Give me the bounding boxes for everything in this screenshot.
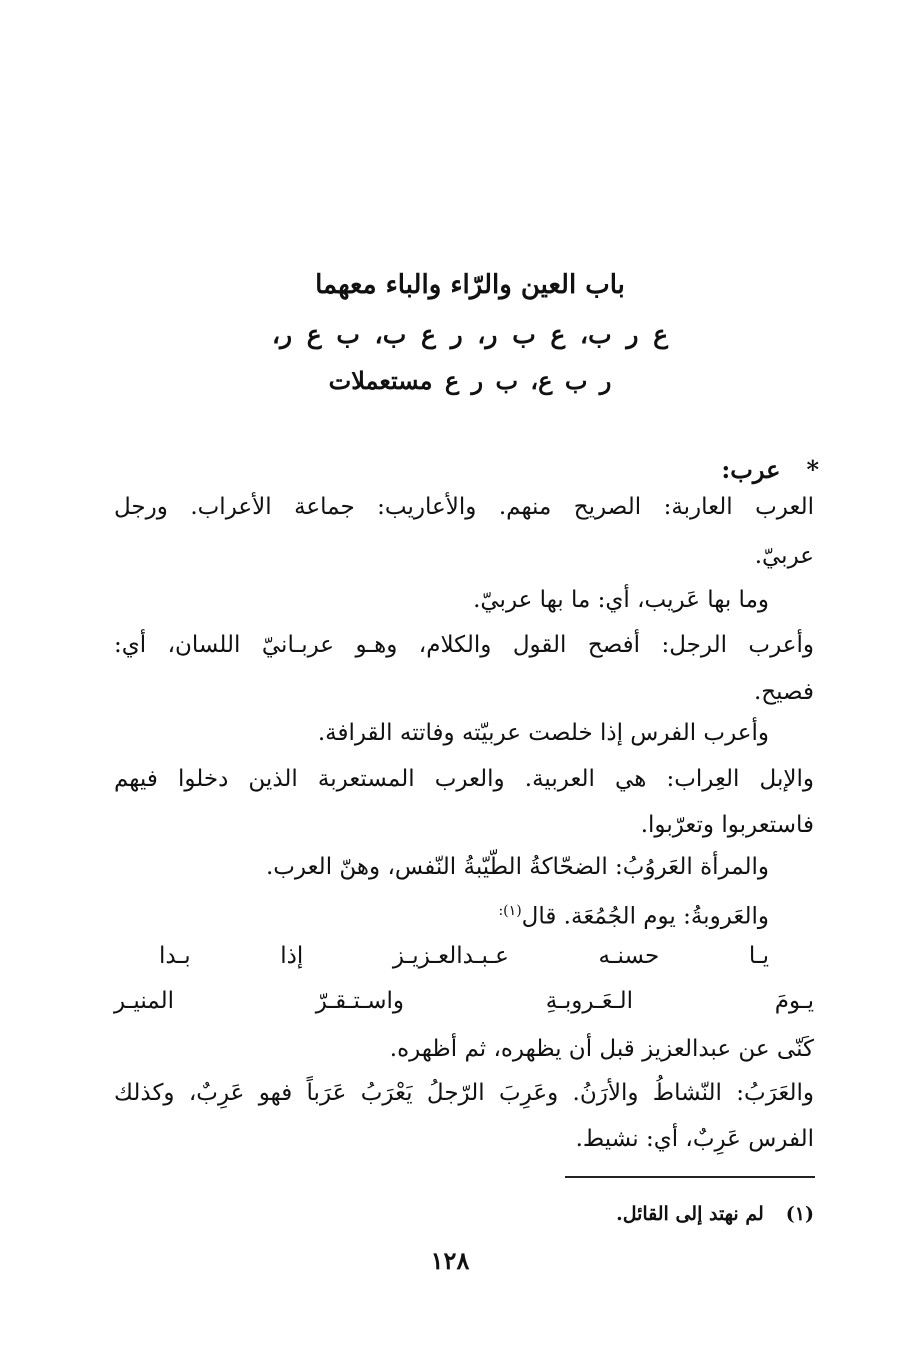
entry-marker: * [806, 455, 819, 484]
page-number: ١٢٨ [430, 1246, 470, 1275]
footnote-reference: (١): [498, 903, 522, 919]
text-line: فاستعربوا وتعرّبوا. [640, 812, 814, 838]
text-line: العرب العاربة: الصريح منهم. والأعاريب: جماعة الأعراب. ورجل [114, 494, 814, 520]
entry-headword: عرب: [721, 455, 781, 484]
footnote [616, 1203, 814, 1225]
text-line [498, 896, 769, 932]
poetry-line: يـومَ الـعَـروبـةِ واسـتـقـرّ المنيـر [114, 988, 814, 1014]
text-line: وأعرب الرجل: أفصح القول والكلام، وهـو عربـانيّ اللسان، أي: [114, 632, 814, 658]
footnote-separator [565, 1176, 815, 1178]
chapter-title: باب العين والرّاء والباء معهما [315, 270, 625, 300]
text-line: كَنّى عن عبدالعزيز قبل أن يظهره، ثم أظهره. [389, 1036, 814, 1062]
text-line: وأعرب الفرس إذا خلصت عربيّته وفاتته القرافة. [317, 720, 769, 746]
text-line: الفرس عَرِبٌ، أي: نشيط. [575, 1126, 814, 1152]
footnote-number: (١) [785, 1203, 814, 1225]
footnote-text: لم نهتد إلى القائل. [616, 1203, 764, 1225]
text-line-content: والعَروبةُ: يوم الجُمُعَة. قال [521, 903, 769, 930]
text-line: فصيح. [753, 679, 814, 705]
text-line: والعَرَبُ: النّشاطُ والأرَنُ. وعَرِبَ الرّجلُ يَعْرَبُ عَرَباً فهو عَرِبٌ، وكذلك [114, 1080, 814, 1106]
text-line: والإبل العِراب: هي العربية. والعرب المستعربة الذين دخلوا فيهم [114, 766, 814, 792]
text-line: والمرأة العَروُبُ: الضحّاكةُ الطّيّبةُ النّفس، وهنّ العرب. [265, 854, 769, 880]
text-line: عربيّ. [754, 543, 814, 569]
root-permutations-line-2: ر ب ع، ب ر ع مستعملات [328, 366, 612, 395]
entry-heading [721, 455, 819, 484]
text-line: وما بها عَريب، أي: ما بها عربيّ. [473, 587, 769, 613]
poetry-line: يـا حسنـه عـبـدالعـزيـز إذا بـدا [159, 943, 769, 969]
root-permutations-line-1: ع ر ب، ع ب ر، ر ع ب، ب ع ر، [271, 320, 669, 349]
